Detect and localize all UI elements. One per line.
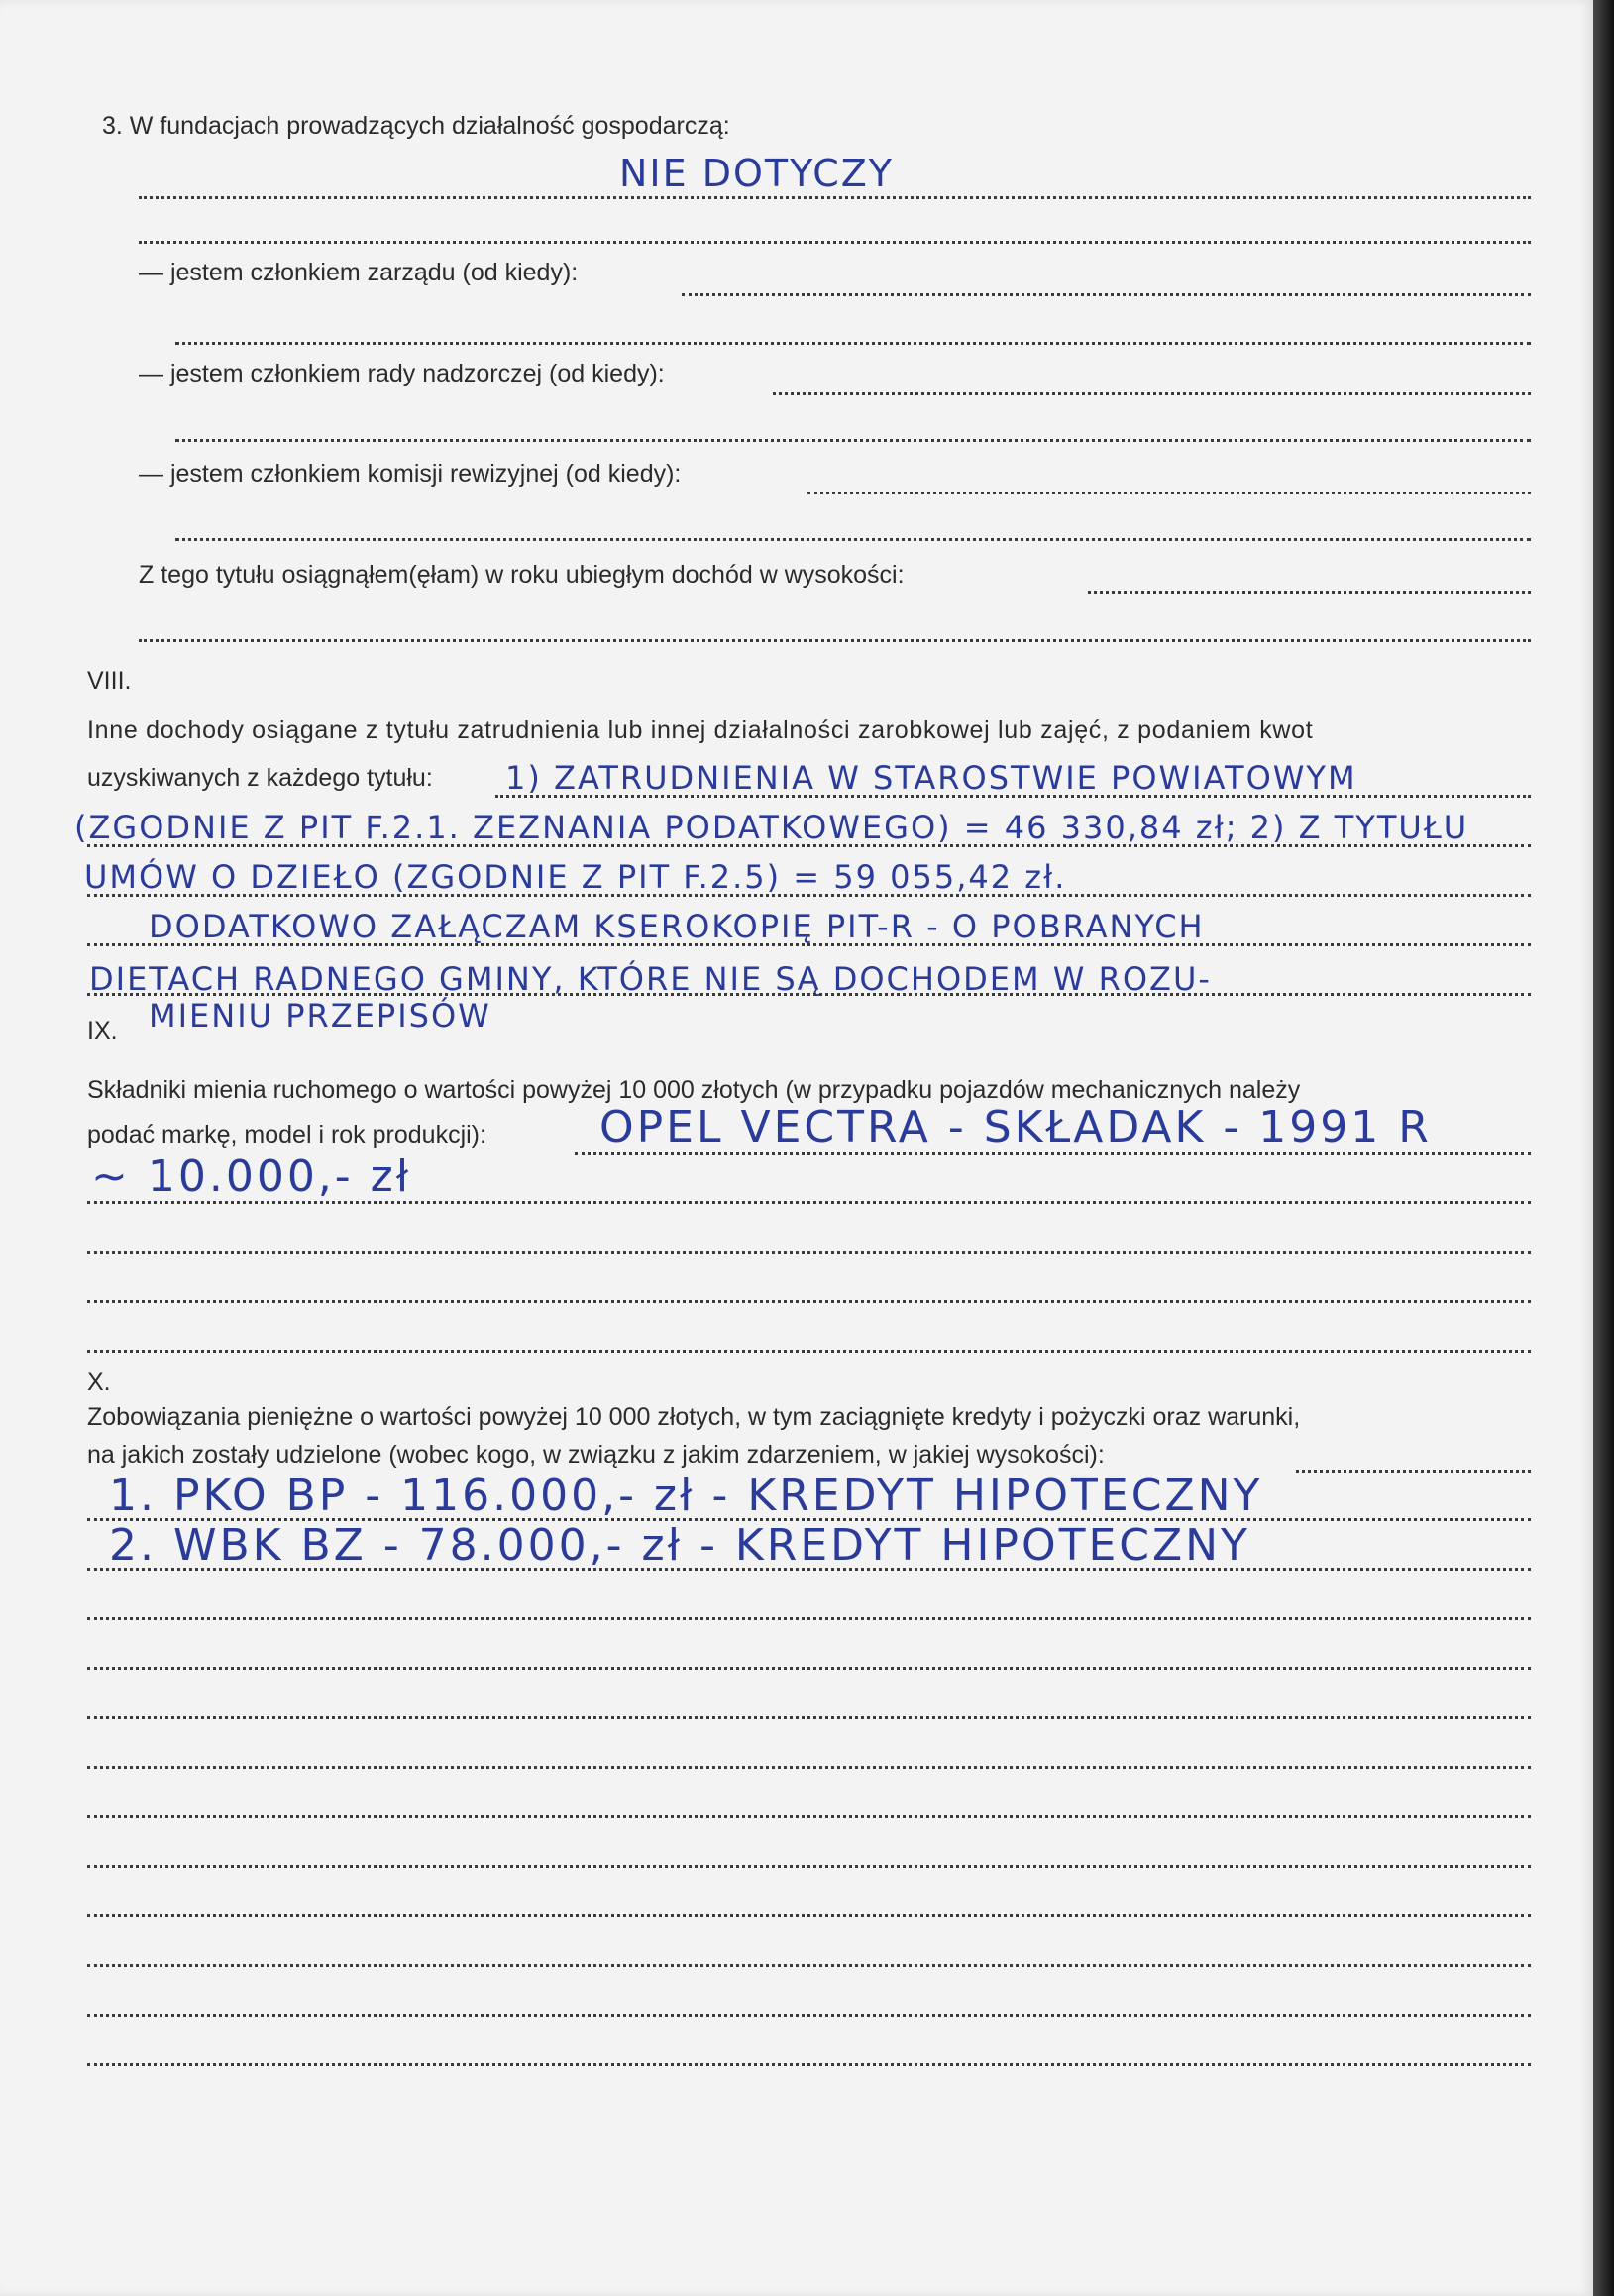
dotted-line <box>807 492 1531 494</box>
dotted-line <box>495 795 1531 798</box>
section-viii-answer-3: UMÓW O DZIEŁO (ZGODNIE Z PIT F.2.5) = 59 055,42 zł. <box>84 858 1067 896</box>
section-ix-heading: IX. <box>87 1017 118 1044</box>
dotted-line <box>1296 1470 1531 1473</box>
dotted-line <box>175 342 1531 345</box>
dotted-line <box>139 196 1531 199</box>
item3-handwritten-answer: NIE DOTYCZY <box>619 152 895 195</box>
section-ix-text-2: podać markę, model i rok produkcji): <box>87 1121 486 1148</box>
dotted-line <box>87 2014 1531 2017</box>
section-x-text-1: Zobowiązania pieniężne o wartości powyżej 10 000 złotych, w tym zaciągnięte kredyty i pożyczki oraz warunki, <box>87 1403 1301 1431</box>
dotted-line <box>87 1815 1531 1818</box>
dotted-line <box>773 392 1531 395</box>
dotted-line <box>175 439 1531 442</box>
section-viii-text-1: Inne dochody osiągane z tytułu zatrudnienia lub innej działalności zarobkowej lub zajęć, z podaniem kwot <box>87 716 1314 744</box>
dotted-line <box>87 943 1531 946</box>
scan-edge <box>1593 0 1614 2296</box>
section-ix-answer-1: OPEL VECTRA - SKŁADAK - 1991 R <box>599 1102 1432 1152</box>
dotted-line <box>87 894 1531 897</box>
audit-committee-label: — jestem członkiem komisji rewizyjnej (od kiedy): <box>139 460 682 488</box>
dotted-line <box>87 1617 1531 1620</box>
section-viii-answer-1: 1) ZATRUDNIENIA W STAROSTWIE POWIATOWYM <box>505 759 1357 797</box>
section-x-text-2: na jakich zostały udzielone (wobec kogo, w związku z jakim zdarzeniem, w jakiej wysokości): <box>87 1441 1105 1469</box>
dotted-line <box>87 844 1531 847</box>
dotted-line <box>87 1251 1531 1254</box>
item3-label: 3. W fundacjach prowadzących działalność gospodarczą: <box>102 112 730 140</box>
dotted-line <box>87 1716 1531 1719</box>
dotted-line <box>87 1568 1531 1571</box>
section-viii-answer-6: MIENIU PRZEPISÓW <box>149 997 491 1035</box>
dotted-line <box>87 1667 1531 1670</box>
dotted-line <box>87 1914 1531 1917</box>
dotted-line <box>682 293 1531 296</box>
dotted-line <box>87 1766 1531 1769</box>
section-viii-answer-2: (ZGODNIE Z PIT F.2.1. ZEZNANIA PODATKOWEGO) = 46 330,84 zł; 2) Z TYTUŁU <box>74 809 1469 846</box>
dotted-line <box>139 639 1531 642</box>
dotted-line <box>87 1300 1531 1303</box>
section-x-heading: X. <box>87 1368 111 1396</box>
dotted-line <box>575 1152 1531 1155</box>
section-ix-answer-2: ~ 10.000,- zł <box>91 1151 412 1202</box>
dotted-line <box>87 1865 1531 1868</box>
section-viii-answer-4: DODATKOWO ZAŁĄCZAM KSEROKOPIĘ PIT-R - O POBRANYCH <box>149 908 1205 945</box>
income-label: Z tego tytułu osiągnąłem(ęłam) w roku ubiegłym dochód w wysokości: <box>139 561 905 589</box>
section-viii-answer-5: DIETACH RADNEGO GMINY, KTÓRE NIE SĄ DOCHODEM W ROZU- <box>89 960 1212 998</box>
section-viii-text-2: uzyskiwanych z każdego tytułu: <box>87 764 433 792</box>
section-ix-text-1: Składniki mienia ruchomego o wartości powyżej 10 000 złotych (w przypadku pojazdów mechanicznych należy <box>87 1076 1301 1104</box>
dotted-line <box>139 241 1531 244</box>
supervisory-board-label: — jestem członkiem rady nadzorczej (od kiedy): <box>139 360 665 387</box>
dotted-line <box>1088 591 1531 594</box>
dotted-line <box>87 1350 1531 1353</box>
dotted-line <box>175 538 1531 541</box>
dotted-line <box>87 1964 1531 1967</box>
section-viii-heading: VIII. <box>87 667 132 695</box>
section-x-answer-1: 1. PKO BP - 116.000,- zł - KREDYT HIPOTECZNY <box>109 1471 1263 1521</box>
dotted-line <box>87 1201 1531 1204</box>
dotted-line <box>87 2063 1531 2066</box>
board-member-label: — jestem członkiem zarządu (od kiedy): <box>139 259 579 286</box>
section-x-answer-2: 2. WBK BZ - 78.000,- zł - KREDYT HIPOTECZNY <box>109 1520 1250 1571</box>
